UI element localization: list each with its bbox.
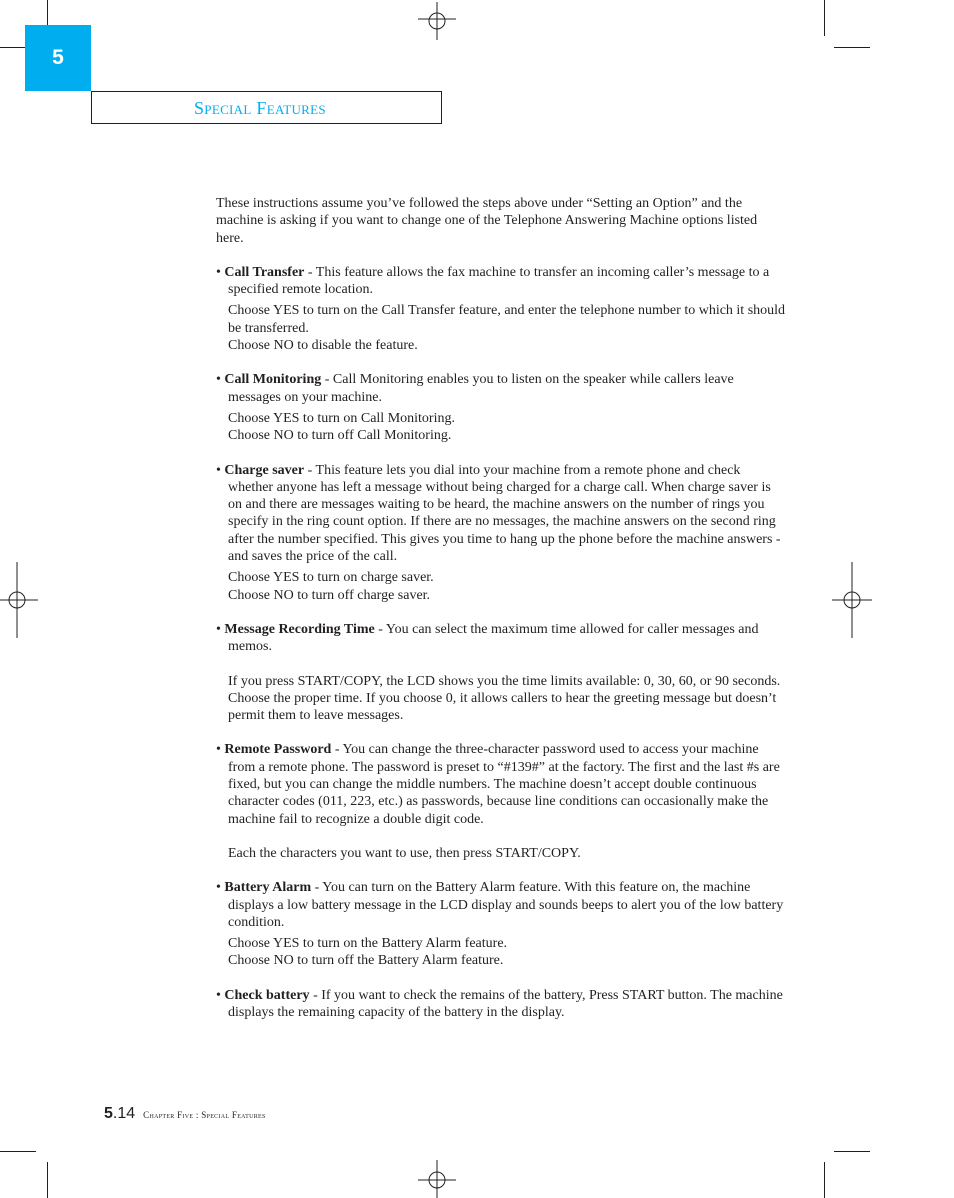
page-number-chapter: 5 xyxy=(104,1105,113,1122)
feature-item-remote-password xyxy=(216,741,786,862)
feature-desc: - You can turn on the Battery Alarm feature. With this feature on, the machine displays a low battery message in the LCD display and sounds beeps to alert you of the low battery condition. xyxy=(228,880,784,930)
feature-options xyxy=(228,935,786,970)
section-title: Special Features xyxy=(194,98,326,118)
feature-options xyxy=(228,569,786,604)
registration-mark-icon xyxy=(832,562,872,638)
feature-term: Charge saver xyxy=(224,462,305,478)
feature-term: Call Transfer xyxy=(224,264,305,280)
feature-detail: Each the characters you want to use, then press START/COPY. xyxy=(228,845,581,861)
crop-mark xyxy=(834,1151,870,1152)
feature-item-battery-alarm xyxy=(216,879,786,969)
feature-term: Remote Password xyxy=(224,742,332,758)
intro-paragraph: These instructions assume you’ve followed the steps above under “Setting an Option” and the machine is asking if you want to change one of the Telephone Answering Machine options listed here. xyxy=(216,196,758,246)
option-no: Choose NO to turn off charge saver. xyxy=(228,587,431,603)
feature-item-message-recording-time xyxy=(216,621,786,724)
crop-mark xyxy=(824,0,825,36)
feature-item-call-transfer xyxy=(216,264,786,354)
feature-description: • Check battery - If you want to check the remains of the battery, Press START button. The machine displays the remaining capacity of the battery in the display. xyxy=(216,987,783,1020)
feature-term: Check battery xyxy=(224,987,310,1003)
feature-description: • Call Monitoring - Call Monitoring enables you to listen on the speaker while callers leave messages on your machine. xyxy=(216,372,734,405)
feature-desc: - You can select the maximum time allowed for caller messages and memos. xyxy=(228,621,759,655)
page-number: .14 xyxy=(112,1105,136,1122)
crop-mark xyxy=(824,1162,825,1198)
feature-description: • Battery Alarm - You can turn on the Battery Alarm feature. With this feature on, the machine displays a low battery message in the LCD display and sounds beeps to alert you of the low battery condition. xyxy=(216,880,784,930)
page-footer xyxy=(104,1105,266,1123)
feature-desc: - This feature lets you dial into your machine from a remote phone and check whether anyone has left a message without being charged for a charge call. When charge saver is on and there are messages waiting to be heard, the machine answers on the number of rings you specify in the ring count option. If there are no messages, the machine answers on the second ring after the number specified. This gives you time to hang up the phone before the machine answers - and saves the price of the call. xyxy=(228,462,781,565)
section-header xyxy=(91,91,442,124)
feature-term: Battery Alarm xyxy=(224,880,312,896)
feature-item-charge-saver xyxy=(216,462,786,604)
feature-desc: - If you want to check the remains of the battery, Press START button. The machine displays the remaining capacity of the battery in the display. xyxy=(228,987,783,1020)
feature-desc: - Call Monitoring enables you to listen on the speaker while callers leave messages on your machine. xyxy=(228,372,734,405)
registration-mark-icon xyxy=(418,1160,456,1198)
feature-options xyxy=(228,410,786,445)
feature-description: • Charge saver - This feature lets you dial into your machine from a remote phone and check whether anyone has left a message without being charged for a charge call. When charge saver is on and there are messages waiting to be heard, the machine answers on the number of rings you specify in the ring count option. If there are no messages, the machine answers on the second ring after the number specified. This gives you time to hang up the phone before the machine answers - and saves the price of the call. xyxy=(216,462,781,565)
feature-term: Message Recording Time xyxy=(224,621,375,637)
feature-description: • Message Recording Time - You can select the maximum time allowed for caller messages and memos. xyxy=(216,621,759,655)
page-content xyxy=(216,195,786,1038)
feature-term: Call Monitoring xyxy=(224,372,322,388)
option-yes: Choose YES to turn on Call Monitoring. xyxy=(228,410,455,426)
feature-item-call-monitoring xyxy=(216,371,786,444)
feature-desc: - This feature allows the fax machine to transfer an incoming caller’s message to a specified remote location. xyxy=(228,264,770,298)
feature-item-check-battery xyxy=(216,987,786,1022)
option-no: Choose NO to turn off Call Monitoring. xyxy=(228,428,452,444)
option-yes: Choose YES to turn on the Call Transfer feature, and enter the telephone number to which it should be transferred. xyxy=(228,303,786,336)
feature-desc: - You can change the three-character password used to access your machine from a remote phone. The password is preset to “#139#” at the factory. The first and the last #s are fixed, but you can change the middle numbers. The machine doesn’t accept double continuous character codes (011, 223, etc.) as passwords, because line conditions can occasionally make the machine fail to recognize a double digit code. xyxy=(228,742,780,827)
option-yes: Choose YES to turn on charge saver. xyxy=(228,570,434,586)
feature-options xyxy=(228,302,786,354)
feature-description: • Call Transfer - This feature allows the fax machine to transfer an incoming caller’s message to a specified remote location. xyxy=(216,264,770,298)
option-yes: Choose YES to turn on the Battery Alarm feature. xyxy=(228,936,508,952)
crop-mark xyxy=(834,47,870,48)
running-head: Chapter Five : Special Features xyxy=(143,1110,266,1120)
crop-mark xyxy=(47,1162,48,1198)
registration-mark-icon xyxy=(0,562,38,638)
option-no: Choose NO to turn off the Battery Alarm feature. xyxy=(228,953,504,969)
registration-mark-icon xyxy=(418,2,456,40)
chapter-tab: 5 xyxy=(25,25,91,91)
crop-mark xyxy=(0,1151,36,1152)
feature-description: • Remote Password - You can change the three-character password used to access your machine from a remote phone. The password is preset to “#139#” at the factory. The first and the last #s are fixed, but you can change the middle numbers. The machine doesn’t accept double continuous character codes (011, 223, etc.) as passwords, because line conditions can occasionally make the machine fail to recognize a double digit code. xyxy=(216,742,780,827)
feature-detail: If you press START/COPY, the LCD shows you the time limits available: 0, 30, 60, or 90 seconds. Choose the proper time. If you choose 0, it allows callers to hear the greeting message but doesn’t permit them to leave messages. xyxy=(228,673,781,724)
option-no: Choose NO to disable the feature. xyxy=(228,338,418,354)
